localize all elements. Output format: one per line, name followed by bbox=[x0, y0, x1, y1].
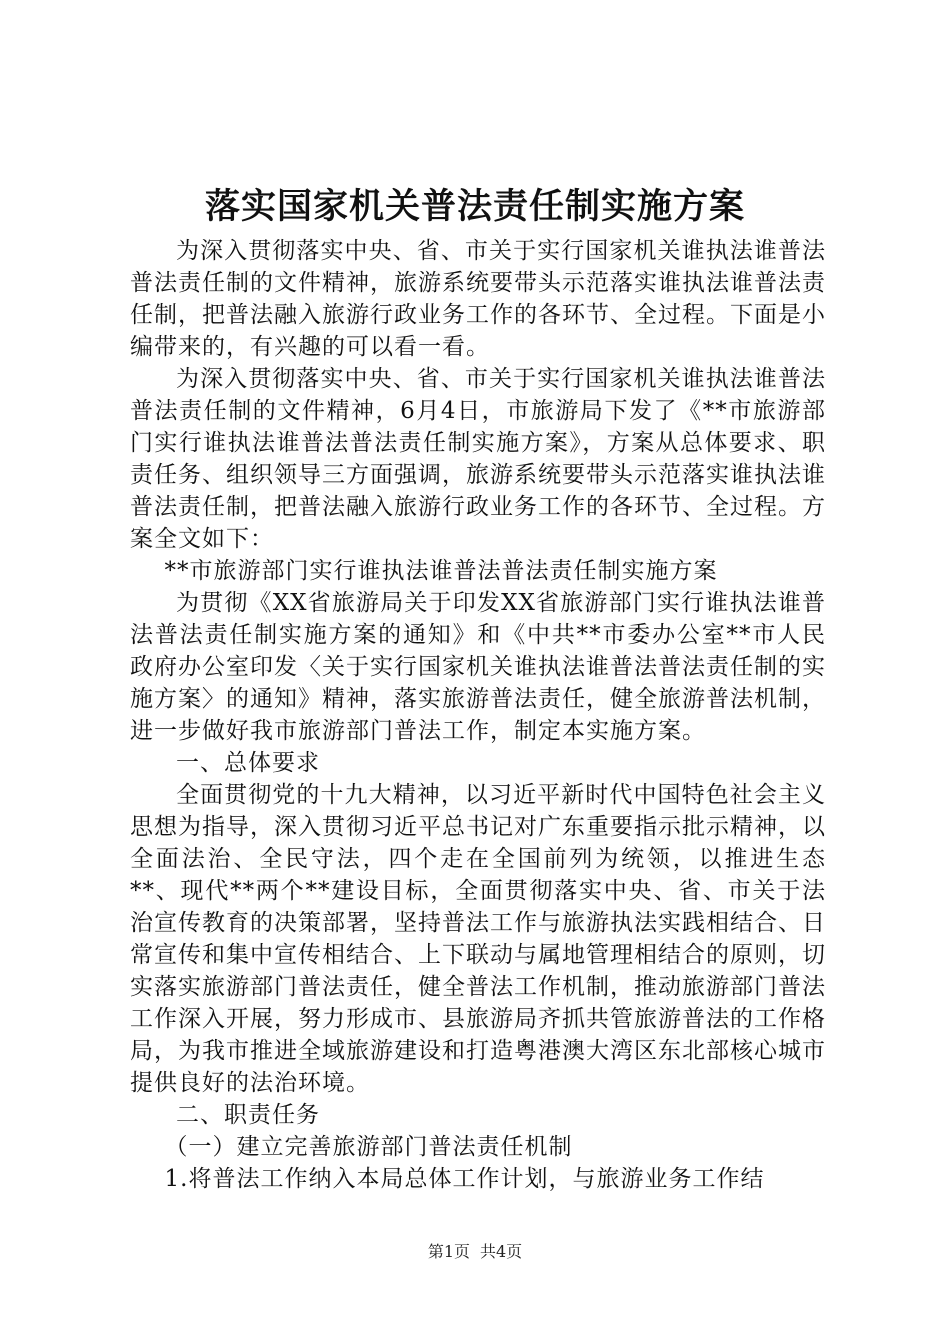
paragraph-background: 为深入贯彻落实中央、省、市关于实行国家机关谁执法谁普法普法责任制的文件精神，6月4日，市旅游局下发了《**市旅游部门实行谁执法谁普法普法责任制实施方案》，方案从总体要求、职责任务、组织领导三方面强调，旅游系统要带头示范落实谁执法谁普法责任制，把普法融入旅游行政业务工作的各环节、全过程。方案全文如下： bbox=[130, 366, 826, 552]
document-title: 落实国家机关普法责任制实施方案 bbox=[204, 186, 745, 227]
paragraph-general-requirements: 全面贯彻党的十九大精神，以习近平新时代中国特色社会主义思想为指导，深入贯彻习近平总书记对广东重要指示批示精神，以全面法治、全民守法，四个走在全国前列为统领，以推进生态**、现代**两个**建设目标，全面贯彻落实中央、省、市关于法治宣传教育的决策部署，坚持普法工作与旅游执法实践相结合、日常宣传和集中宣传相结合、上下联动与属地管理相结合的原则，切实落实旅游部门普法责任，健全普法工作机制，推动旅游部门普法工作深入开展，努力形成市、县旅游局齐抓共管旅游普法的工作格局，为我市推进全域旅游建设和打造粤港澳大湾区东北部核心城市提供良好的法治环境。 bbox=[130, 782, 826, 1096]
section-heading-duties: 二、职责任务 bbox=[176, 1102, 320, 1128]
paragraph-item-1: 1.将普法工作纳入本局总体工作计划，与旅游业务工作结 bbox=[164, 1166, 765, 1192]
paragraph-purpose: 为贯彻《XX省旅游局关于印发XX省旅游部门实行谁执法谁普法普法责任制实施方案的通知》和《中共**市委办公室**市人民政府办公室印发〈关于实行国家机关谁执法谁普法普法责任制的实施方案〉的通知》精神，落实旅游普法责任，健全旅游普法机制，进一步做好我市旅游部门普法工作，制定本实施方案。 bbox=[130, 590, 826, 744]
document-body bbox=[130, 235, 826, 1195]
subsection-heading-mechanism: （一）建立完善旅游部门普法责任机制 bbox=[164, 1134, 573, 1160]
page-number: 第1页 bbox=[427, 1242, 470, 1261]
paragraph-intro: 为深入贯彻落实中央、省、市关于实行国家机关谁执法谁普法普法责任制的文件精神，旅游系统要带头示范落实谁执法谁普法责任制，把普法融入旅游行政业务工作的各环节、全过程。下面是小编带来的，有兴趣的可以看一看。 bbox=[130, 238, 826, 360]
section-heading-general: 一、总体要求 bbox=[176, 750, 320, 776]
page-total: 共4页 bbox=[480, 1242, 523, 1261]
page-footer bbox=[0, 1241, 950, 1263]
plan-heading: **市旅游部门实行谁执法谁普法普法责任制实施方案 bbox=[164, 558, 718, 584]
